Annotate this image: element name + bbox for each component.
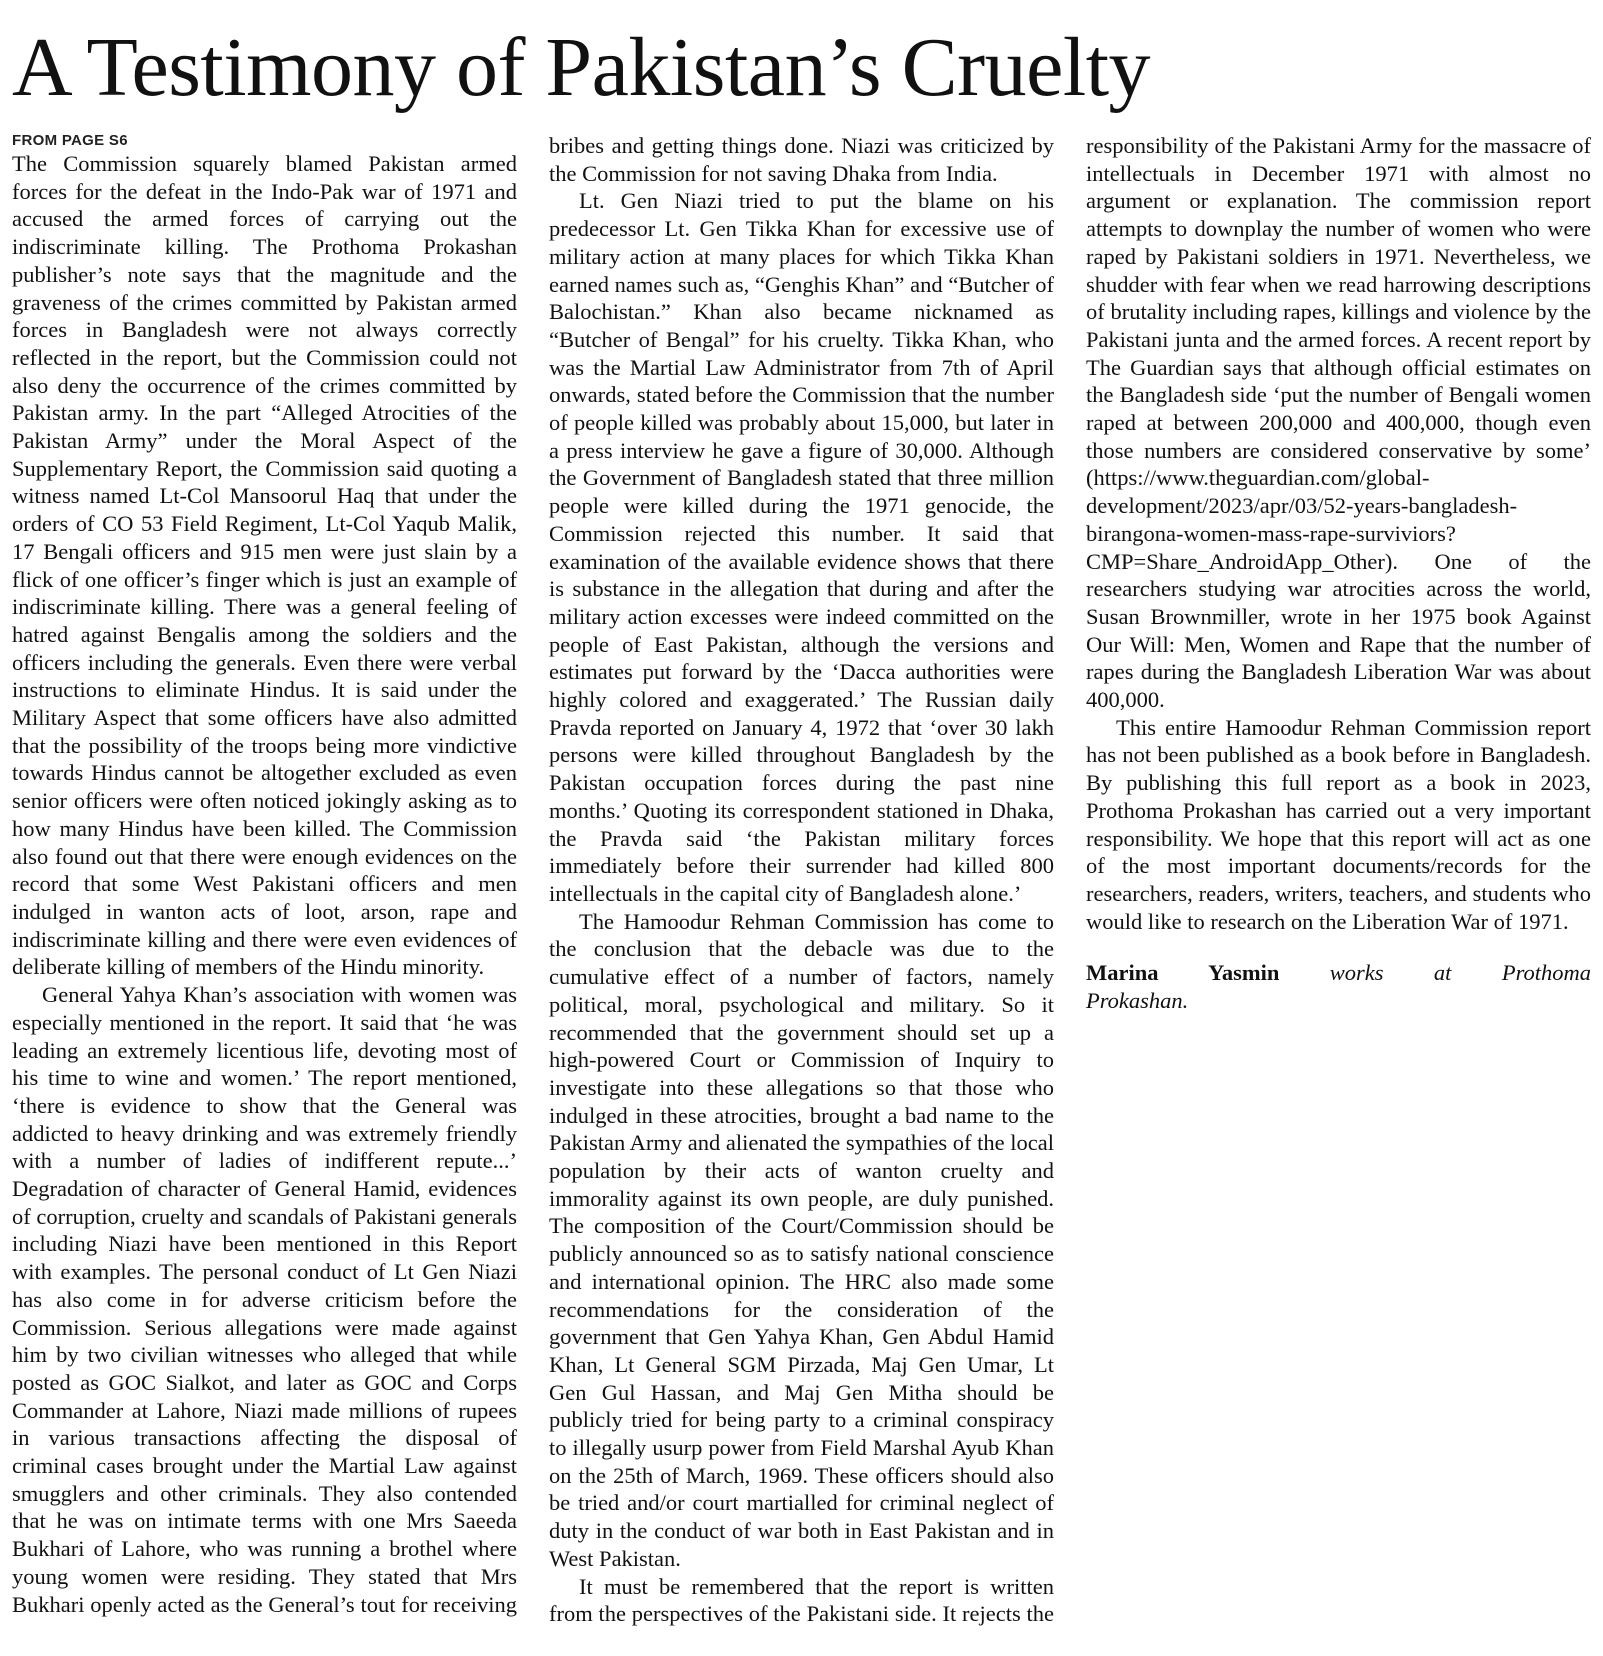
article-paragraph-1: The Commission squarely blamed Pakistan armed forces for the defeat in the Indo-Pak war of 1971 and accused the armed forces of carrying out the indiscriminate killing. The Prothoma Prokashan publisher’s note says that the magnitude and the graveness of the crimes committed by Pakistan armed forces in Bangladesh were not always correctly reflected in the report, but the Commission could not also deny the occurrence of the crimes committed by Pakistan army. In the part “Alleged Atrocities of the Pakistan Army” under the Moral Aspect of the Supplementary Report, the Commission said quoting a witness named Lt-Col Mansoorul Haq that under the orders of CO 53 Field Regiment, Lt-Col Yaqub Malik, 17 Bengali officers and 915 men were just slain by a flick of one officer’s finger which is just an example of indiscriminate killing. There was a general feeling of hatred against Bengalis among the soldiers and the officers including the generals. Even there were verbal instructions to eliminate Hindus. It is said under the Military Aspect that some officers have also admitted that the possibility of the troops being more vindictive towards Hindus cannot be altogether excluded as even senior officers were often noticed jokingly asking as to how many Hindus have been killed. The Commission also found out that there were enough evidences on the record that some West Pakistani officers and men indulged in wanton acts of loot, arson, rape and indiscriminate killing and there were even evidences of deliberate killing of members of the Hindu minority. — [12, 151, 517, 980]
article-paragraph-5: It must be remembered that the report is written from the perspectives of the Pakistani side. It rejects the responsibility of the Pakistani Army for the massacre of intellectuals in December 1971 with almost no argument or explanation. The commission report attempts to downplay the number of women who were raped by Pakistani soldiers in 1971. Nevertheless, we shudder with fear when we read harrowing descriptions of brutality including rapes, killings and violence by the Pakistani junta and the armed forces. A recent report by The Guardian says that although official estimates on the Bangladesh side ‘put the number of Bengali women raped at between 200,000 and 400,000, though even those numbers are considered conservative by some’ (https://www.theguardian.com/global-development/2023/apr/03/52-years-bangladesh-birangona-women-mass-rape-surviviors?CMP=Share_AndroidApp_Other). One of the researchers studying war atrocities across the world, Susan Brownmiller, wrote in her 1975 book Against Our Will: Men, Women and Rape that the number of rapes during the Bangladesh Liberation War was about 400,000. — [549, 133, 1591, 1627]
article-paragraph-3: Lt. Gen Niazi tried to put the blame on his predecessor Lt. Gen Tikka Khan for excessive use of military action at many places for which Tikka Khan earned names such as, “Genghis Khan” and “Butcher of Balochistan.” Khan also became nicknamed as “Butcher of Bengal” for his cruelty. Tikka Khan, who was the Martial Law Administrator from 7th of April onwards, stated before the Commission that the number of people killed was probably about 15,000, but later in a press interview he gave a figure of 30,000. Although the Government of Bangladesh stated that three million people were killed during the 1971 genocide, the Commission rejected this number. It said that examination of the available evidence shows that there is substance in the allegation that during and after the military action excesses were indeed committed on the people of East Pakistan, although the versions and estimates put forward by the ‘Dacca authorities were highly colored and exaggerated.’ The Russian daily Pravda reported on January 4, 1972 that ‘over 30 lakh persons were killed throughout Bangladesh by the Pakistan occupation forces during the past nine months.’ Quoting its correspondent stationed in Dhaka, the Pravda said ‘the Pakistan military forces immediately before their surrender had killed 800 intellectuals in the capital city of Bangladesh alone.’ — [549, 188, 1054, 906]
author-role: works at Prothoma — [1329, 960, 1592, 986]
article-headline: A Testimony of Pakistan’s Cruelty — [12, 21, 1151, 114]
article-paragraph-6: This entire Hamoodur Rehman Commission report has not been published as a book before in Bangladesh. By publishing this full report as a book in 2023, Prothoma Prokashan has carried out a very important responsibility. We hope that this report will act as one of the most important documents/records for the researchers, readers, writers, teachers, and students who would like to research on the Liberation War of 1971. — [1086, 714, 1591, 934]
author-name: Marina Yasmin — [1086, 960, 1280, 986]
author-organization: Prokashan. — [1086, 988, 1189, 1014]
article-body — [12, 132, 1591, 1646]
article-paragraph-4: The Hamoodur Rehman Commission has come to the conclusion that the debacle was due to the cumulative effect of a number of factors, namely political, moral, psychological and military. So it recommended that the government should set up a high-powered Court or Commission of Inquiry to investigate into these allegations so that those who indulged in these atrocities, brought a bad name to the Pakistan Army and alienated the sympathies of the local population by their acts of wanton cruelty and immorality against its own people, are duly punished. The composition of the Court/Commission should be publicly announced so as to satisfy national conscience and international opinion. The HRC also made some recommendations for the consideration of the government that Gen Yahya Khan, Gen Abdul Hamid Khan, Lt General SGM Pirzada, Maj Gen Umar, Lt Gen Gul Hassan, and Maj Gen Mitha should be publicly tried for being party to a criminal conspiracy to illegally usurp power from Field Marshal Ayub Khan on the 25th of March, 1969. These officers should also be tried and/or court martialled for criminal neglect of duty in the conduct of war both in East Pakistan and in West Pakistan. — [549, 908, 1054, 1571]
author-byline — [1086, 959, 1591, 987]
continued-from-label: FROM PAGE S6 — [12, 132, 128, 149]
article-paragraph-2: General Yahya Khan’s association with women was especially mentioned in the report. It said that ‘he was leading an extremely licentious life, devoting most of his time to wine and women.’ The report mentioned, ‘there is evidence to show that the General was addicted to heavy drinking and was extremely friendly with a number of ladies of indifferent repute...’ Degradation of character of General Hamid, evidences of corruption, cruelty and scandals of Pakistani generals including Niazi have been mentioned in this Report with examples. The personal conduct of Lt Gen Niazi has also come in for adverse criticism before the Commission. Serious allegations were made against him by two civilian witnesses who alleged that while posted as GOC Sialkot, and later as GOC and Corps Commander at Lahore, Niazi made millions of rupees in various transactions affecting the disposal of criminal cases brought under the Martial Law against smugglers and other criminals. They also contended that he was on intimate terms with one Mrs Saeeda Bukhari of Lahore, who was running a brothel where young women were residing. They stated that Mrs Bukhari openly acted as the General’s tout for receiving bribes and getting things done. Niazi was criticized by the Commission for not saving Dhaka from India. — [12, 133, 1054, 1617]
